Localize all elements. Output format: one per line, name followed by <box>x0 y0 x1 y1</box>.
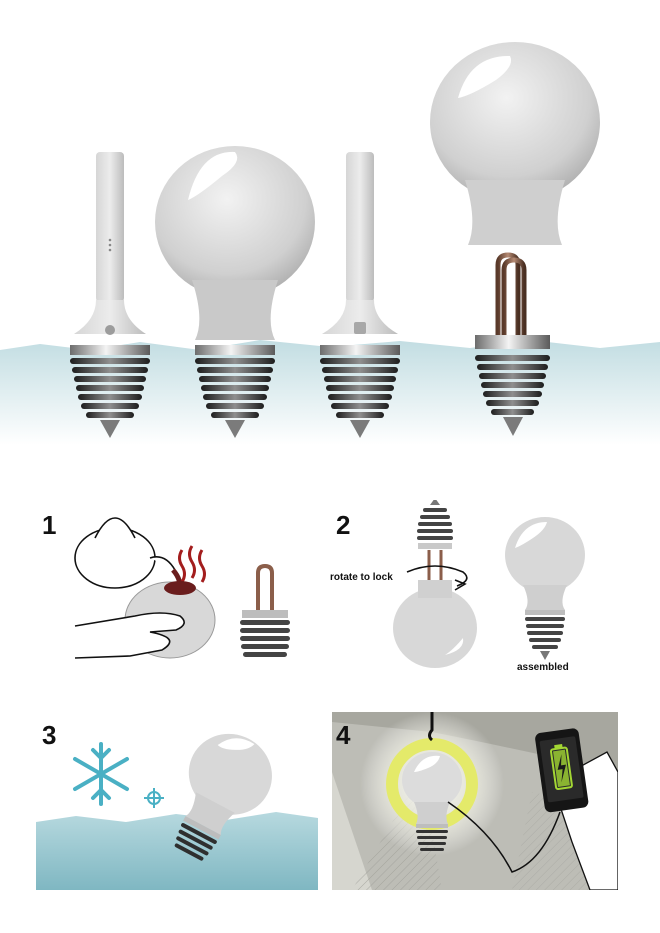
bulb-shell-inverted-icon <box>393 588 477 668</box>
product-handle-usb <box>320 152 400 438</box>
step-2-illustration <box>385 500 595 675</box>
step-1-number: 1 <box>42 510 57 540</box>
small-snowflake-icon <box>144 788 164 808</box>
step-4-illustration <box>332 712 618 890</box>
product-handle-power <box>70 152 150 438</box>
step-1-illustration <box>70 498 320 678</box>
assembled-caption: assembled <box>517 662 569 673</box>
kettle-icon <box>75 518 175 588</box>
cold-water <box>36 812 318 890</box>
snowflake-icon <box>75 744 127 804</box>
step-3-number: 3 <box>42 720 57 750</box>
step-2-number: 2 <box>336 510 351 540</box>
power-button-icon <box>105 325 115 335</box>
step-3-illustration <box>36 712 318 890</box>
rotate-to-lock-caption: rotate to lock <box>330 572 393 583</box>
steam-icon <box>180 546 205 582</box>
usb-port-icon <box>354 322 366 334</box>
assembled-bulb-icon <box>505 517 585 660</box>
hero-illustration <box>0 0 660 450</box>
water-surface <box>0 340 660 445</box>
step-4-number: 4 <box>336 720 351 750</box>
heater-coil-unit-icon <box>240 566 290 657</box>
